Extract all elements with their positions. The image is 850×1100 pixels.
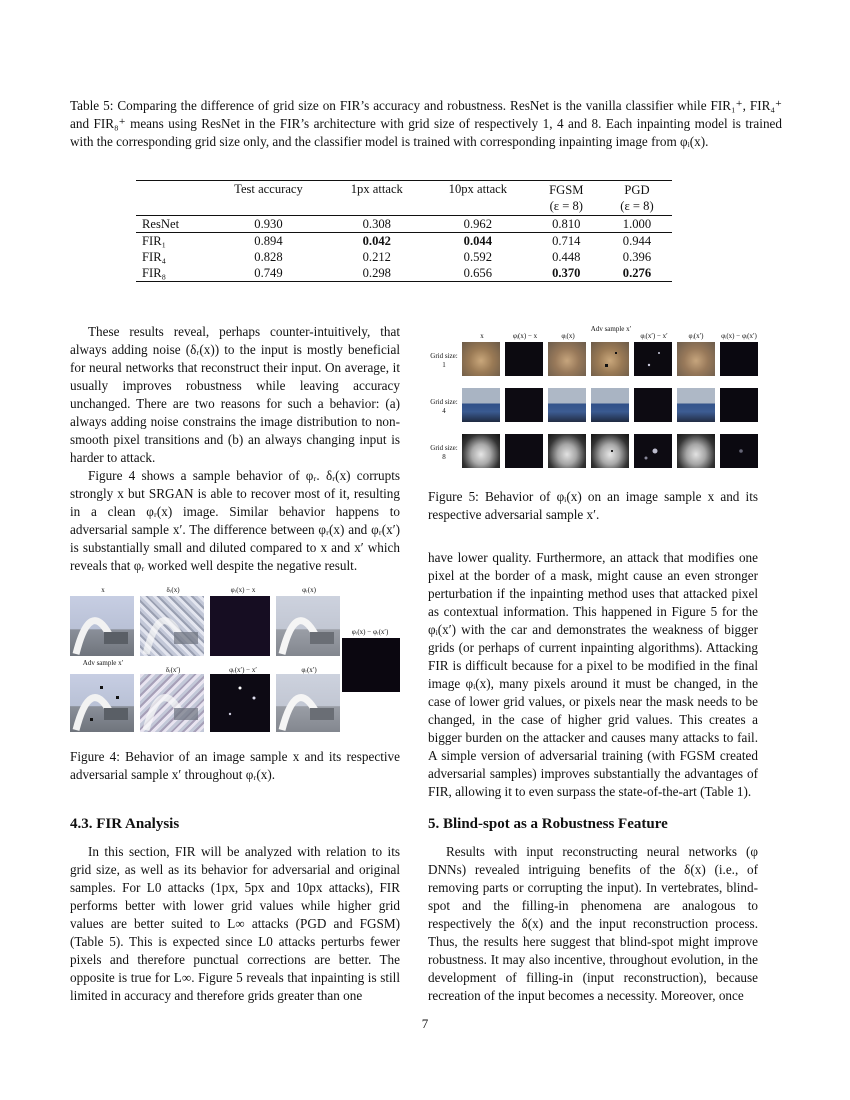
fig4-image-recon-adv bbox=[276, 674, 340, 732]
fig5-row-label: Grid size: 8 bbox=[430, 444, 458, 461]
header-cell: PGD bbox=[624, 183, 650, 197]
table-cell: 0.930 bbox=[254, 216, 283, 231]
fig5-label: φᵢ(x) − x bbox=[512, 332, 538, 340]
subheader-cell bbox=[208, 198, 328, 216]
subheader-cell bbox=[329, 198, 426, 216]
fig4-label: φᵣ(x) − φᵣ(x′) bbox=[351, 628, 389, 636]
table-cell: FIR₁ bbox=[142, 233, 166, 248]
header-cell: Test accuracy bbox=[234, 182, 303, 196]
fig5-image bbox=[591, 434, 629, 468]
fig5-row-label: Grid size: 1 bbox=[430, 352, 458, 369]
right-column-bottom bbox=[428, 843, 758, 1005]
table-cell: 0.749 bbox=[254, 265, 283, 280]
table-cell: 0.944 bbox=[622, 233, 652, 248]
table-row bbox=[136, 249, 672, 265]
table-cell: 0.308 bbox=[362, 216, 391, 231]
fig4-label: x bbox=[101, 586, 105, 594]
fig5-label: φᵢ(x′) − x′ bbox=[640, 332, 668, 340]
fig5-image bbox=[462, 434, 500, 468]
table-row bbox=[136, 233, 672, 250]
subheader-cell bbox=[425, 198, 531, 216]
fig4-image-diff-adv bbox=[210, 674, 270, 732]
subheader-cell: (ε = 8) bbox=[549, 199, 583, 213]
left-column-top bbox=[70, 323, 400, 575]
table-cell: 0.592 bbox=[463, 249, 493, 264]
table-cell: 0.370 bbox=[552, 265, 581, 280]
fig5-row-label: Grid size: 4 bbox=[430, 398, 458, 415]
fig4-label: φᵣ(x′) − x′ bbox=[229, 666, 257, 674]
table-cell: 0.044 bbox=[463, 233, 493, 248]
subheader-cell bbox=[136, 198, 208, 216]
left-column-bottom bbox=[70, 843, 400, 1005]
fig5-label: φᵢ(x) bbox=[561, 332, 575, 340]
fig5-image bbox=[677, 342, 715, 376]
fig5-image bbox=[548, 388, 586, 422]
fig5-image bbox=[462, 342, 500, 376]
fig5-image bbox=[677, 434, 715, 468]
table-cell: 0.894 bbox=[254, 233, 283, 248]
paragraph: These results reveal, perhaps counter-intuitively, that always adding noise (δᵣ(x)) to the input is mostly beneficial for neural networks that reconstruct their input. On average, it usually improves robustness while leaving accuracy unchanged. There are two reasons for such a behavior: (a) always adding noise constrains the image distribution to non-smooth pixel transitions and (b) an always changing input is harder to attack. bbox=[70, 324, 400, 465]
header-cell: FGSM bbox=[549, 183, 584, 197]
fig4-label: δᵣ(x) bbox=[166, 586, 180, 594]
table-cell: ResNet bbox=[142, 216, 180, 231]
figure-5 bbox=[428, 326, 758, 474]
figure-4 bbox=[70, 586, 402, 732]
fig4-image-diff-x bbox=[210, 596, 270, 656]
fig4-label: Adv sample x′ bbox=[82, 659, 124, 667]
table-cell: 0.810 bbox=[552, 216, 581, 231]
fig5-image bbox=[720, 388, 758, 422]
paragraph: Results with input reconstructing neural networks (φ DNNs) revealed intriguing benefits of the δ(x) (i.e., of removing parts or corrupting the input). In vertebrates, blind-spot and the filling-in phenomena are analogous to respectively the δ(x) and the input reconstruction process. Thus, the results here suggest that blind-spot might improve robustness. It may also incentive, throughout evolution, in the development of filling-in (input reconstruction), because recreation of the input becomes a necessity. Moreover, once bbox=[428, 844, 758, 1003]
table-cell: FIR₈ bbox=[142, 265, 166, 280]
page-number: 7 bbox=[421, 1016, 429, 1031]
section-title-4-3: 4.3. FIR Analysis bbox=[70, 816, 180, 832]
table-cell: 0.962 bbox=[463, 216, 493, 231]
fig4-label: δᵣ(x′) bbox=[165, 666, 181, 674]
fig5-label: Adv sample x′ bbox=[590, 325, 632, 333]
table-row bbox=[136, 216, 672, 233]
fig5-image bbox=[548, 342, 586, 376]
fig4-label: φᵣ(x) − x bbox=[230, 586, 256, 594]
table-row bbox=[136, 265, 672, 282]
fig4-image-noise-x bbox=[140, 596, 204, 656]
fig5-image bbox=[548, 434, 586, 468]
table-cell: 0.042 bbox=[362, 233, 391, 248]
fig5-image bbox=[591, 342, 629, 376]
fig5-image bbox=[591, 388, 629, 422]
table-cell: 0.298 bbox=[362, 265, 391, 280]
table-cell: FIR₄ bbox=[142, 249, 166, 264]
figure-5-caption: Figure 5: Behavior of φᵢ(x) on an image sample x and its respective adversarial sample x′. bbox=[428, 489, 758, 522]
table-cell: 0.212 bbox=[362, 249, 391, 264]
table-cell: 0.714 bbox=[552, 233, 581, 248]
header-cell bbox=[136, 181, 208, 199]
table-header-row bbox=[136, 181, 672, 199]
results-table bbox=[136, 180, 672, 282]
fig5-image bbox=[634, 434, 672, 468]
table-cell: 0.656 bbox=[463, 265, 493, 280]
fig4-label: φᵣ(x′) bbox=[301, 666, 317, 674]
table5 bbox=[136, 180, 672, 282]
paragraph: In this section, FIR will be analyzed with relation to its grid size, as well as its behavior for adversarial and original samples. For L0 attacks (1px, 5px and 10px attacks), FIR performs better with lower grid values while higher grid values are better suited to L∞ attacks (PGD and FGSM) (Table 5). This is expected since L0 attacks perturbs fewer pixels and therefore punctual corrections are better. The opposite is true for L∞. Figure 5 reveals that inpainting is still limited in accuracy and therefore grids greater than one bbox=[70, 844, 400, 1003]
fig5-label: x bbox=[480, 332, 484, 340]
table-cell: 0.276 bbox=[622, 265, 652, 280]
header-cell: 1px attack bbox=[350, 182, 403, 196]
table-cell: 0.448 bbox=[552, 249, 581, 264]
figure-4-caption: Figure 4: Behavior of an image sample x and its respective adversarial sample x′ throughout φᵣ(x). bbox=[70, 749, 400, 782]
fig5-image bbox=[634, 342, 672, 376]
fig5-image bbox=[720, 342, 758, 376]
fig4-label: φᵣ(x) bbox=[302, 586, 316, 594]
fig5-image bbox=[462, 388, 500, 422]
fig4-image-adv bbox=[70, 674, 134, 732]
fig5-image bbox=[505, 434, 543, 468]
right-column-top bbox=[428, 549, 758, 801]
table-subheader-row bbox=[136, 198, 672, 216]
fig5-label: φᵢ(x′) bbox=[688, 332, 704, 340]
fig4-image-x bbox=[70, 596, 134, 656]
table5-caption: Table 5: Comparing the difference of grid size on FIR’s accuracy and robustness. ResNet is the vanilla classifier while FIR₁⁺, FIR₄⁺ and FIR₈⁺ means using ResNet in the FIR’s architecture with grid size of respectively 1, 4 and 8. Each inpainting model is trained with the corresponding grid size only, and the classifier model is trained with corresponding inpainting image from φᵢ(x). bbox=[70, 98, 782, 149]
fig4-image-recon-x bbox=[276, 596, 340, 656]
fig5-image bbox=[505, 388, 543, 422]
table-cell: 1.000 bbox=[622, 216, 652, 231]
fig4-image-diff-recon bbox=[342, 638, 400, 692]
header-cell: 10px attack bbox=[448, 182, 508, 196]
fig5-image bbox=[720, 434, 758, 468]
fig5-image bbox=[634, 388, 672, 422]
fig5-image bbox=[677, 388, 715, 422]
fig4-image-noise-adv bbox=[140, 674, 204, 732]
fig5-image bbox=[505, 342, 543, 376]
paragraph: have lower quality. Furthermore, an attack that modifies one pixel at the border of a mask, might cause an even stronger perturbation if the inpainting method uses that attacked pixel as contextual information. This happened in Figure 5 for the φᵢ(x′) with the car and demonstrates the weakness of bigger grids (or perhaps of current inpainting algorithms). Attacking FIR is difficult because for a pixel to be modified in the final image φᵢ(x), many pixels around it must be changed, in the case of lower grid values, or pixels near the mask needs to be changed, in the case of higher grid values. This creates a bigger burden on the attacker and causes many attacks to fail. A simple version of adversarial training (with FGSM created adversarial samples) improves substantially the advantages of FIR, allowing it to even surpass the state-of-the-art (Table 1). bbox=[428, 550, 758, 799]
table-cell: 0.396 bbox=[622, 249, 652, 264]
section-title-5: 5. Blind-spot as a Robustness Feature bbox=[428, 816, 668, 832]
fig5-label: φᵢ(x) − φᵢ(x′) bbox=[721, 332, 757, 340]
paragraph: Figure 4 shows a sample behavior of φᵣ. δᵣ(x) corrupts strongly x but SRGAN is able to recover most of it, resulting in a clean φᵣ(x) image. Similar behavior happens to adversarial sample x′. The difference between φᵣ(x) and φᵣ(x′) is substantially small and diluted compared to x and x′ which reveals that φᵣ worked well despite the negative result. bbox=[70, 468, 400, 573]
table-cell: 0.828 bbox=[254, 249, 283, 264]
subheader-cell: (ε = 8) bbox=[620, 199, 654, 213]
